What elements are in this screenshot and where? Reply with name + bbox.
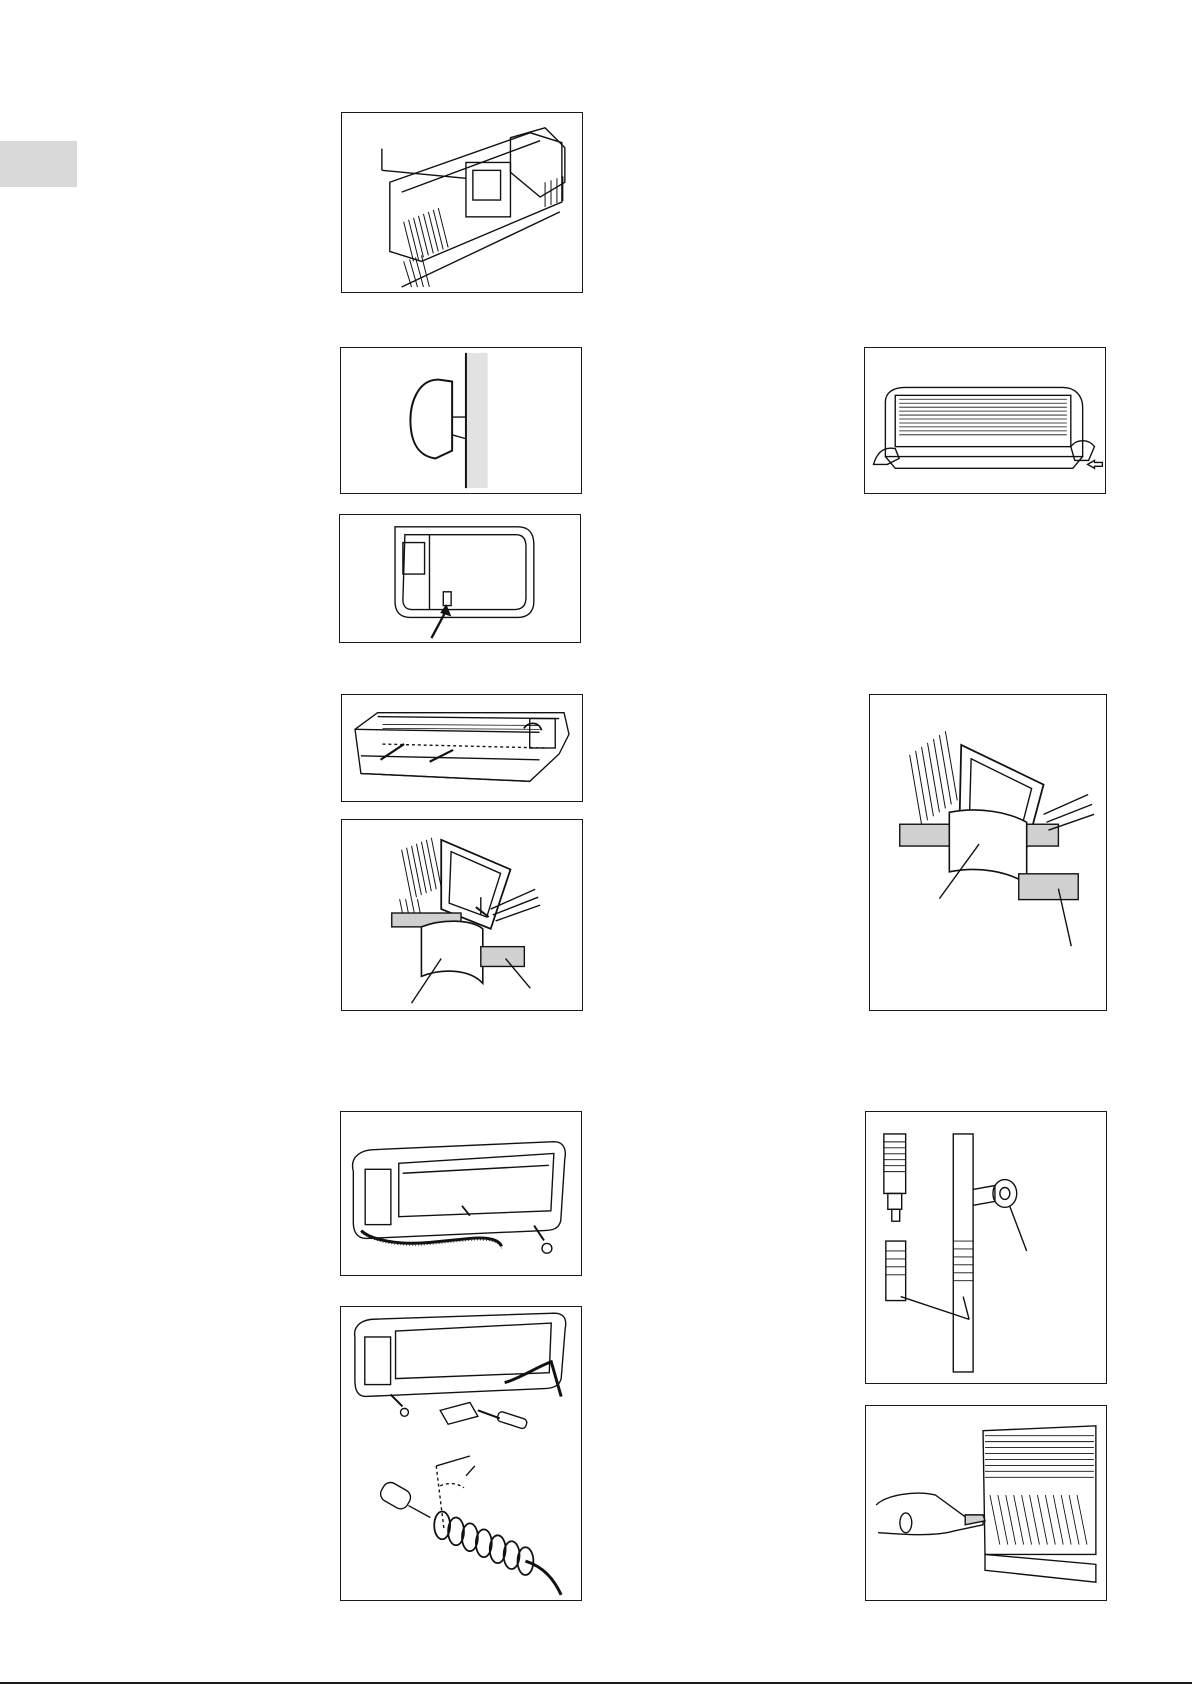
figure-insulation-fitted (869, 694, 1107, 1011)
figure-unit-interior-pointer (341, 112, 583, 293)
drain-cap-screwdriver-icon (341, 1307, 581, 1600)
figure-hand-bottle-coil (865, 1405, 1107, 1601)
drain-hose-rear-icon (341, 1112, 581, 1275)
side-tab (0, 141, 77, 187)
figure-front-panel-hands (864, 347, 1106, 494)
figure-drain-pipes-clip (865, 1111, 1107, 1384)
footer-rule (0, 1682, 1192, 1684)
hands-opening-front-panel-icon (865, 348, 1105, 493)
frame-clip-icon (340, 515, 580, 642)
figure-rear-drain-hose (340, 1111, 582, 1276)
figure-drain-cap-screwdriver (340, 1306, 582, 1601)
figure-frame-clip-arrow (339, 514, 581, 643)
insulation-fitted-icon (870, 695, 1106, 1010)
hand-bottle-coil-icon (866, 1406, 1106, 1600)
indoor-unit-interior-icon (342, 113, 582, 292)
figure-unit-top-arrows (341, 694, 583, 802)
insulation-sheet-icon (342, 820, 582, 1010)
figure-grille-side-view (340, 347, 582, 494)
figure-insulation-sheet (341, 819, 583, 1011)
drain-pipes-icon (866, 1112, 1106, 1383)
unit-top-view-icon (342, 695, 582, 801)
grille-side-profile-icon (341, 348, 581, 493)
